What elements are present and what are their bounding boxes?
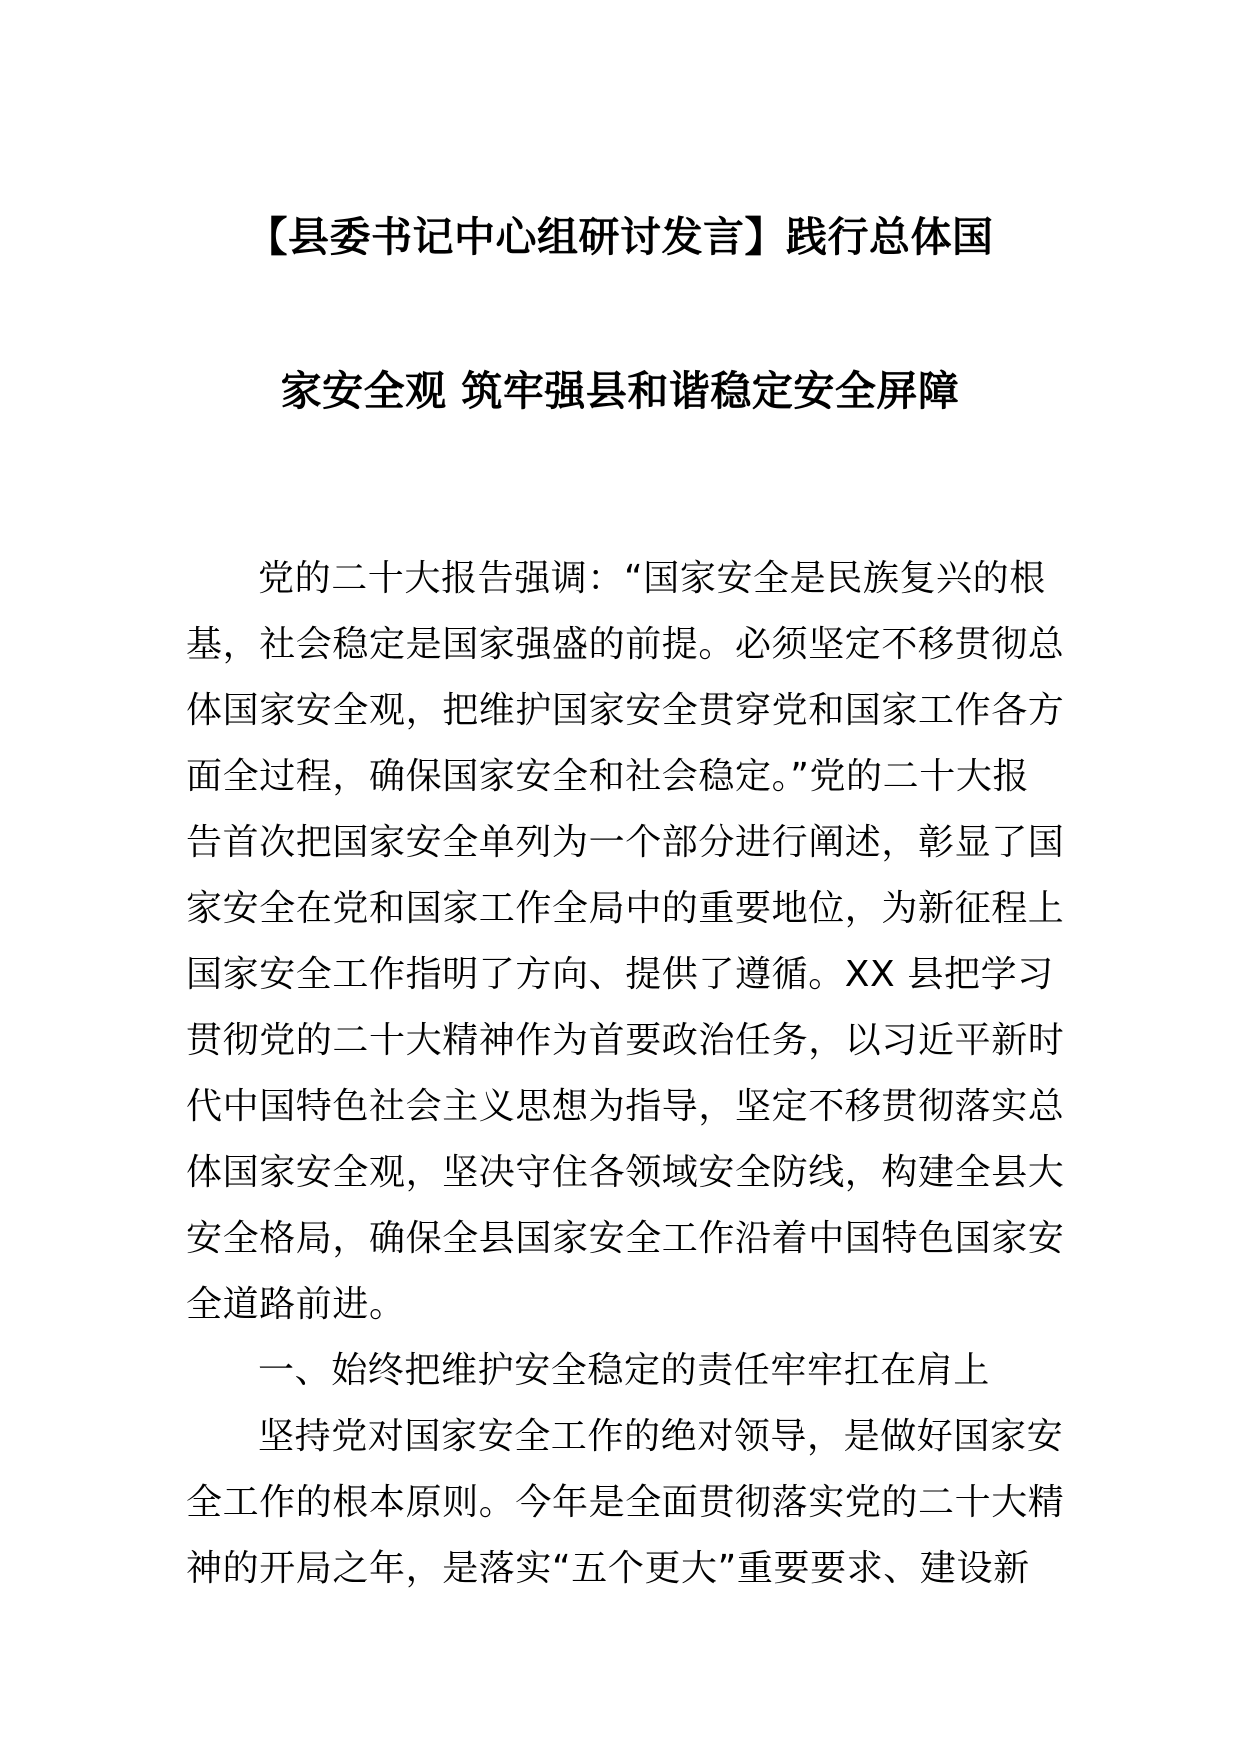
paragraph-line: 国家安全工作指明了方向、提供了遵循。XX 县把学习 [186, 954, 1054, 995]
document-title-line-1: 【县委书记中心组研讨发言】践行总体国 [246, 213, 994, 261]
paragraph-line: 贯彻党的二十大精神作为首要政治任务，以习近平新时 [186, 1020, 1065, 1061]
paragraph-line: 坚持党对国家安全工作的绝对领导，是做好国家安 [258, 1416, 1064, 1457]
paragraph-line: 告首次把国家安全单列为一个部分进行阐述，彰显了国 [186, 822, 1065, 863]
document-title-line-2: 家安全观 筑牢强县和谐稳定安全屏障 [280, 367, 960, 415]
paragraph-line: 安全格局，确保全县国家安全工作沿着中国特色国家安 [186, 1218, 1065, 1259]
paragraph-line: 基，社会稳定是国家强盛的前提。必须坚定不移贯彻总 [186, 624, 1065, 665]
paragraph-line: 面全过程，确保国家安全和社会稳定。”党的二十大报 [186, 756, 1030, 797]
document-body [186, 546, 1065, 1602]
paragraph-line: 体国家安全观，把维护国家安全贯穿党和国家工作各方 [186, 690, 1065, 731]
paragraph-line: 神的开局之年，是落实“五个更大”重要要求、建设新 [186, 1548, 1030, 1589]
paragraph-line: 体国家安全观，坚决守住各领域安全防线，构建全县大 [186, 1152, 1065, 1193]
paragraph-line: 家安全在党和国家工作全局中的重要地位，为新征程上 [186, 888, 1065, 929]
paragraph-line: 代中国特色社会主义思想为指导，坚定不移贯彻落实总 [186, 1086, 1065, 1127]
section-heading: 一、始终把维护安全稳定的责任牢牢扛在肩上 [258, 1350, 991, 1391]
paragraph-line: 全工作的根本原则。今年是全面贯彻落实党的二十大精 [186, 1482, 1065, 1523]
paragraph-line: 全道路前进。 [186, 1284, 406, 1325]
paragraph-line: 党的二十大报告强调：“国家安全是民族复兴的根 [258, 558, 1046, 599]
